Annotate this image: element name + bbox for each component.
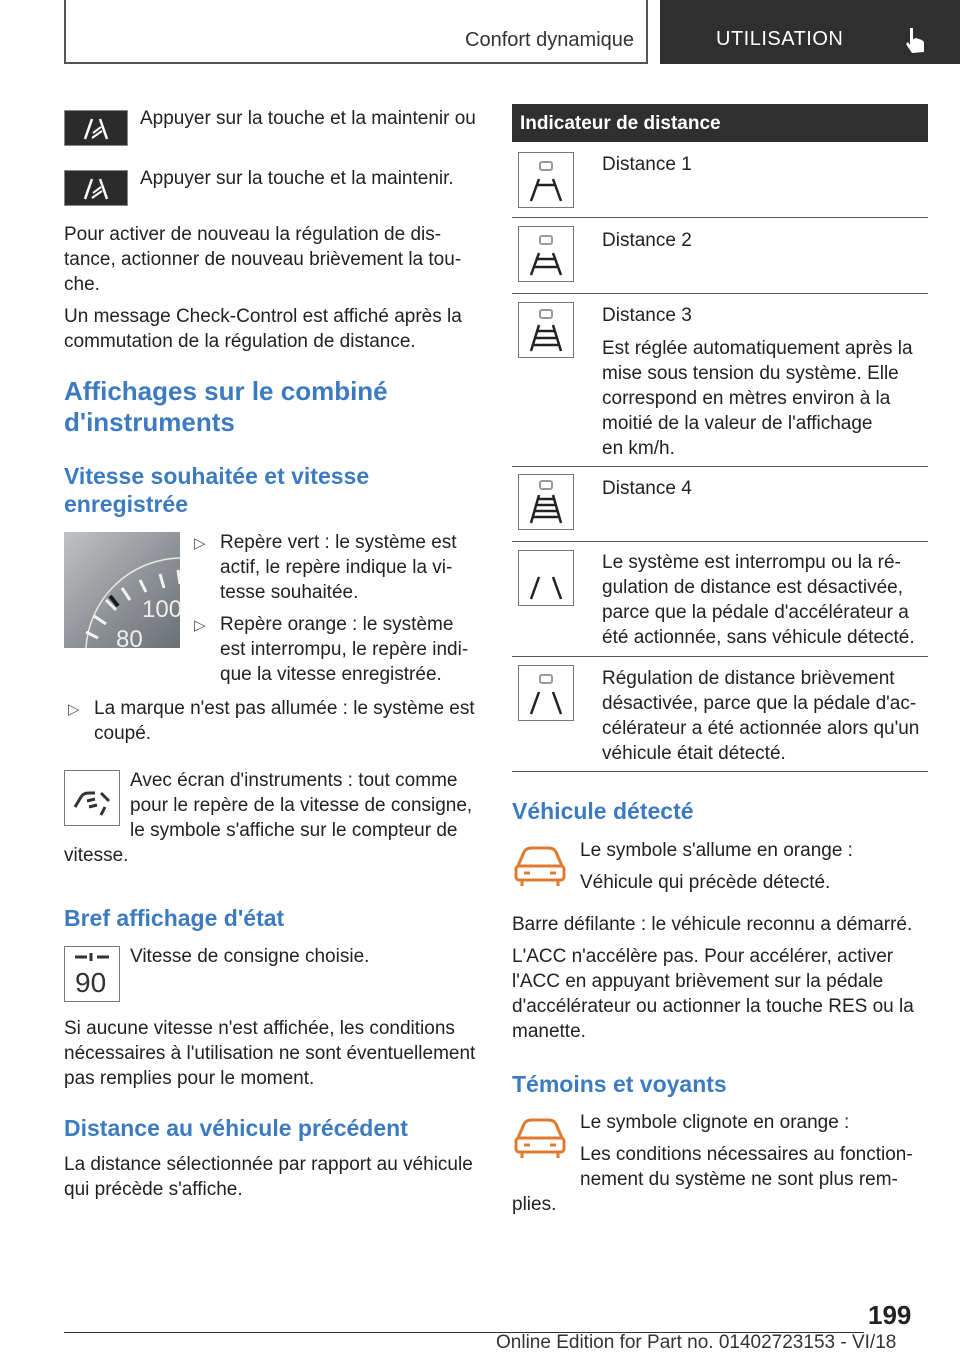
screen-note-tail: vitesse. [64, 845, 129, 866]
header-chapter-box [660, 0, 960, 64]
distance-text: La distance sélectionnée par rapport au véhicule qui précède s'affiche. [64, 1154, 473, 1200]
table-row-2: Distance 2 [602, 230, 692, 251]
vehicle-detected-line1: Le symbole s'allume en orange : [580, 840, 853, 861]
hand-pointer-icon [900, 26, 930, 56]
no-speed-text: Si aucune vitesse n'est affichée, les conditions nécessaires à l'utilisation ne sont éventuellement pas remplies pour le moment. [64, 1018, 476, 1089]
table-divider [512, 293, 928, 294]
header-section-title: Confort dynamique [465, 29, 634, 51]
brief-status-text: Vitesse de consigne choisie. [130, 946, 370, 967]
set-speed-icon [64, 946, 120, 1002]
distance-2-icon [518, 226, 574, 282]
table-divider [512, 771, 928, 772]
warning-tail: plies. [512, 1194, 557, 1215]
table-row-3: Distance 3 [602, 305, 692, 326]
acc-button-icon [64, 170, 128, 206]
gauge-label-100: 100 [142, 596, 183, 623]
bullet-icon: ▷ [194, 617, 206, 634]
heading-distance: Distance au véhicule précédent [64, 1115, 408, 1141]
footer-edition: Online Edition for Part no. 01402723153 - VI/18 [496, 1332, 897, 1353]
acc-distance-symbol-icon [64, 770, 120, 826]
distance-paused-icon [518, 665, 574, 721]
distance-off-icon [518, 550, 574, 606]
header-section-box [64, 0, 648, 64]
distance-4-icon [518, 474, 574, 530]
acc-note-text: L'ACC n'accélère pas. Pour accélérer, activer l'ACC en appuyant brièvement sur la pédale d'accélérateur ou actionner la touche RES ou la manette. [512, 946, 914, 1042]
speedometer-image [64, 532, 183, 653]
vehicle-detected-icon [512, 838, 568, 894]
table-divider [512, 466, 928, 467]
warning-line1: Le symbole clignote en orange : [580, 1112, 850, 1133]
distance-table-title: Indicateur de distance [520, 113, 721, 134]
press-hold-or-text: Appuyer sur la touche et la maintenir ou [140, 108, 476, 129]
warning-line2: Les conditions nécessaires au fonction- nement du système ne sont plus rem- [580, 1144, 913, 1190]
bullet-icon: ▷ [68, 701, 80, 718]
vehicle-detected-line2: Véhicule qui précède détecté. [580, 872, 831, 893]
bullet-icon: ▷ [194, 535, 206, 552]
distance-1-icon [518, 152, 574, 208]
table-divider [512, 217, 928, 218]
table-row-1: Distance 1 [602, 154, 692, 175]
heading-speed: Vitesse souhaitée et vitesse enregistrée [64, 463, 370, 517]
table-divider [512, 656, 928, 657]
table-row-4: Distance 4 [602, 478, 692, 499]
heading-brief-status: Bref affichage d'état [64, 905, 285, 931]
table-row-6: Régulation de distance brièvement désactivée, parce que la pédale d'ac- célérateur a été actionnée alors qu'un véhicule était détecté. [602, 668, 920, 764]
heading-warning-lamps: Témoins et voyants [512, 1071, 727, 1097]
set-speed-value: 90 [75, 967, 107, 998]
heading-vehicle-detected: Véhicule détecté [512, 798, 694, 824]
bullet-orange: Repère orange : le système est interrompu, le repère indi- que la vitesse enregistrée. [220, 614, 469, 685]
heading-displays: Affichages sur le combiné d'instruments [64, 376, 388, 437]
bullet-green: Repère vert : le système est actif, le repère indique la vi- tesse souhaitée. [220, 532, 457, 603]
scroll-bar-text: Barre défilante : le véhicule reconnu a démarré. [512, 914, 913, 935]
vehicle-warning-icon [512, 1110, 568, 1166]
header-chapter-title: UTILISATION [716, 28, 844, 50]
table-row-3-extra: Est réglée automatiquement après la mise sous tension du système. Elle correspond en mètres environ à la moitié de la valeur de l'affichage en km/h. [602, 338, 913, 459]
page-number: 199 [868, 1300, 912, 1330]
check-control-text: Un message Check-Control est affiché après la commutation de la régulation de distance. [64, 306, 462, 352]
bullet-off: La marque n'est pas allumée : le système est coupé. [94, 698, 475, 744]
reactivate-text: Pour activer de nouveau la régulation de dis- tance, actionner de nouveau brièvement la tou- che. [64, 224, 462, 295]
screen-note: Avec écran d'instruments : tout comme pour le repère de la vitesse de consigne, le symbole s'affiche sur le compteur de [130, 770, 473, 841]
distance-table-header [512, 104, 928, 142]
press-hold-text: Appuyer sur la touche et la maintenir. [140, 168, 454, 189]
acc-button-icon [64, 110, 128, 146]
table-row-5: Le système est interrompu ou la ré- gulation de distance est désactivée, parce que la pédale d'accélérateur a été actionnée, sans véhicule détecté. [602, 552, 915, 648]
gauge-label-80: 80 [116, 626, 143, 653]
distance-3-icon [518, 302, 574, 358]
table-divider [512, 541, 928, 542]
